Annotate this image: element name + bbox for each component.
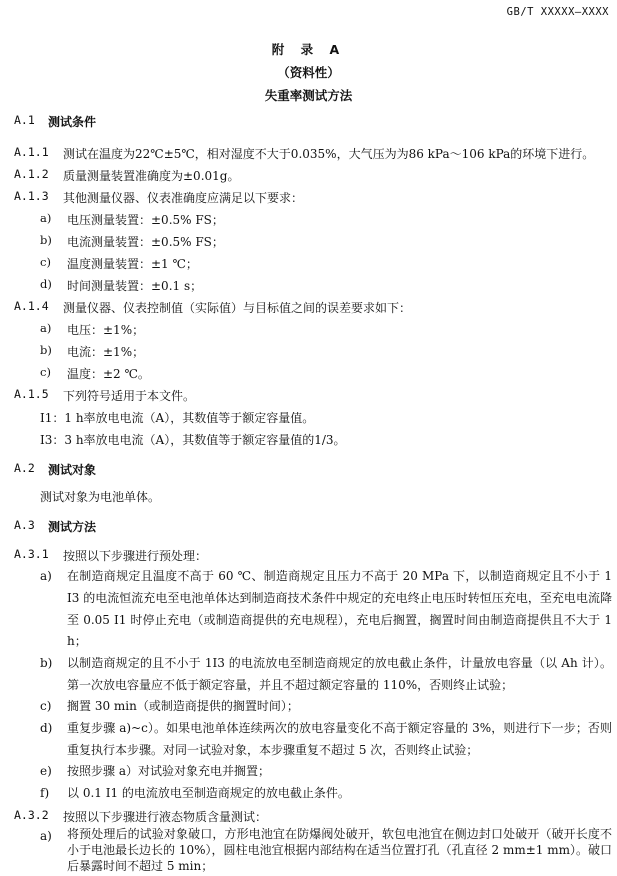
item-tag: c) (40, 255, 51, 269)
symbol-definition: I3：3 h率放电电流（A），其数值等于额定容量值的1/3。 (40, 433, 346, 447)
item-text: 电流测量装置：±0.5% FS； (67, 235, 224, 249)
appendix-nature: （资料性） (277, 65, 340, 80)
clause-text: 按照以下步骤进行液态物质含量测试： (63, 810, 268, 824)
clause-number: A.3.1 (14, 547, 49, 561)
clause-number: A.1.2 (14, 167, 49, 181)
clause-number: A.1.3 (14, 189, 49, 203)
clause-text: 质量测量装置准确度为±0.01g。 (63, 169, 240, 183)
clause-number: A.1.4 (14, 299, 49, 313)
symbol-definition: I1：1 h率放电电流（A），其数值等于额定容量值。 (40, 411, 315, 425)
clause-text: 测试在温度为22℃±5℃，相对湿度不大于0.035%，大气压为为86 kPa～106 kPa的环境下进行。 (63, 147, 595, 161)
clause-number: A.1.1 (14, 145, 49, 159)
item-tag: f) (40, 786, 50, 800)
clause-text: 其他测量仪器、仪表准确度应满足以下要求： (63, 191, 304, 205)
step-text: 按照步骤 a）对试验对象充电并搁置； (67, 764, 270, 778)
step-text: 搁置 30 min（或制造商提供的搁置时间）； (67, 699, 299, 713)
step-text: 在制造商规定且温度不高于 60 ℃、制造商规定且压力不高于 20 MPa 下，以制造商规定且不小于 1 I3 的电流恒流充电至电池单体达到制造商技术条件中规定的充电终止电压时转恒压充电，至充电电流降至 0.05 I1 时停止充电（或制造商提供的充电规程），充电后搁置，搁置时间由制造商提供且不大于 1 h； (67, 569, 612, 649)
section-number: A.3 (14, 518, 35, 532)
item-tag: a) (40, 569, 52, 583)
clause-number: A.1.5 (14, 387, 49, 401)
item-tag: a) (40, 321, 52, 335)
item-text: 电压：±1%； (67, 323, 145, 337)
appendix-title: 失重率测试方法 (264, 88, 353, 103)
item-tag: b) (40, 656, 53, 670)
clause-text: 下列符号适用于本文件。 (63, 389, 196, 403)
item-tag: d) (40, 721, 53, 735)
step-text: 以制造商规定的且不小于 1I3 的电流放电至制造商规定的放电截止条件，计量放电容量（以 Ah 计）。第一次放电容量应不低于额定容量，并且不超过额定容量的 110%，否则终止试验； (67, 656, 612, 692)
item-tag: b) (40, 343, 52, 357)
item-text: 电流：±1%； (67, 345, 145, 359)
clause-text: 测量仪器、仪表控制值（实际值）与目标值之间的误差要求如下： (63, 301, 412, 315)
section-title: 测试对象 (48, 463, 97, 477)
item-text: 温度：±2 ℃。 (67, 367, 150, 381)
item-tag: d) (40, 277, 52, 291)
step-text: 以 0.1 I1 的电流放电至制造商规定的放电截止条件。 (67, 786, 350, 800)
item-text: 时间测量装置：±0.1 s； (67, 279, 203, 293)
clause-text: 按照以下步骤进行预处理： (63, 549, 208, 563)
item-tag: a) (40, 211, 52, 225)
step-text: 重复步骤 a)~c）。如果电池单体连续两次的放电容量变化不高于额定容量的 3%，则进行下一步；否则重复执行本步骤。对同一试验对象，本步骤重复不超过 5 次，否则终止试验； (67, 721, 612, 757)
section-number: A.1 (14, 113, 35, 127)
item-tag: a) (40, 829, 52, 843)
item-tag: c) (40, 365, 51, 379)
section-title: 测试方法 (48, 520, 97, 534)
page-header-code: GB/T XXXXX—XXXX (506, 6, 609, 18)
item-text: 电压测量装置：±0.5% FS； (67, 213, 224, 227)
appendix-label: 附 录 A (271, 42, 346, 57)
item-text: 温度测量装置：±1 ℃； (67, 257, 198, 271)
section-title: 测试条件 (48, 115, 97, 129)
clause-number: A.3.2 (14, 808, 49, 822)
step-text: 将预处理后的试验对象破口，方形电池宜在防爆阀处破开，软包电池宜在侧边封口处破开（破开长度不小于电池最长边长的 10%），圆柱电池宜根据内部结构在适当位置打孔（孔直径 2 mm±1 mm）。破口后暴露时间不超过 5 min； (67, 827, 612, 873)
section-number: A.2 (14, 461, 35, 475)
item-tag: c) (40, 699, 52, 713)
test-object-text: 测试对象为电池单体。 (40, 490, 161, 504)
item-tag: e) (40, 764, 52, 778)
item-tag: b) (40, 233, 52, 247)
